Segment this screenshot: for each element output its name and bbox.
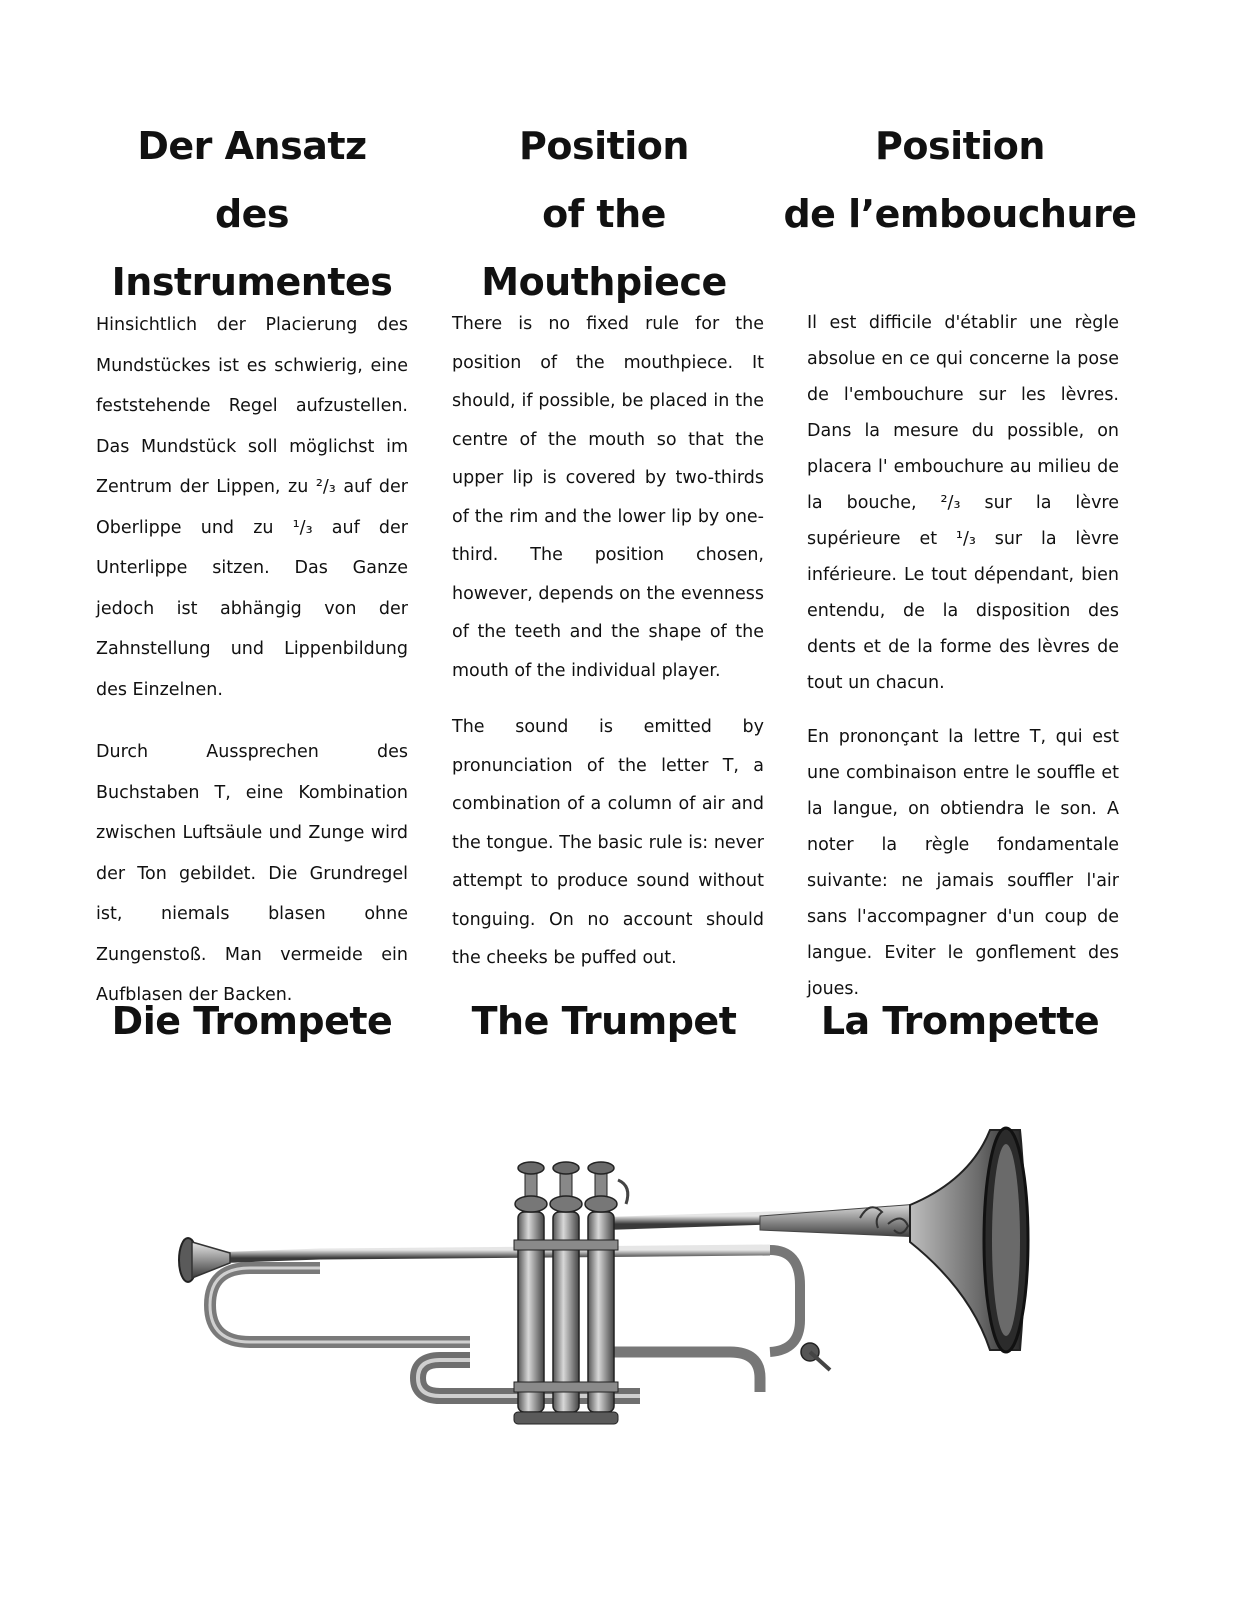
french-text-column [807,305,1119,1007]
english-paragraph-2: The sound is emitted by pronunciation of the letter T, a combination of a column of air and the tongue. The basic rule is: never attempt to produce sound without tonguing. On no account should the cheeks be puffed out. [452,717,764,968]
heading-english [424,112,784,316]
trumpet-illustration [170,1120,1040,1460]
tuning-slide-loop [210,1268,470,1342]
heading-french [780,112,1140,248]
english-text-column [452,305,764,978]
heading-german-line2: des Instrumentes [111,192,393,304]
front-loop [770,1250,800,1352]
bell [860,1128,1028,1352]
german-paragraph-1: Hinsichtlich der Placierung des Mundstückes ist es schwierig, eine feststehende Regel aufzustellen. Das Mundstück soll möglichst im Zentrum der Lippen, zu ²/₃ auf der Oberlippe und zu ¹/₃ auf der Unterlippe sitzen. Das Ganze jedoch ist abhängig von der Zahnstellung und Lippenbildung des Einzelnen. [96,315,408,700]
heading-french-line2: de l’embouchure [783,192,1137,236]
leadpipe [210,1250,770,1258]
heading-german-line1: Der Ansatz [137,124,367,168]
subheading-german: Die Trompete [111,999,393,1043]
heading-english-line2: of the Mouthpiece [481,192,727,304]
german-paragraph-2: Durch Aussprechen des Buchstaben T, eine Kombination zwischen Luftsäule und Zunge wird der Ton gebildet. Die Grundregel ist, niemals blasen ohne Zungenstoß. Man vermeide ein Aufblasen der Backen. [96,742,408,1005]
heading-french-line1: Position [875,124,1045,168]
french-paragraph-1: Il est difficile d'établir une règle absolue en ce qui concerne la pose de l'embouchure sur les lèvres. Dans la mesure du possible, on placera l' embouchure au milieu de la bouche, ²/₃ sur la lèvre supérieure et ¹/₃ sur la lèvre inférieure. Le tout dépendant, bien entendu, de la disposition des dents et de la forme des lèvres de tout un chacun. [807,313,1119,693]
french-paragraph-2: En prononçant la lettre T, qui est une combinaison entre le souffle et la langue, on obtiendra le son. A noter la règle fondamentale suivante: ne jamais souffler l'air sans l'accompagner d'un coup de langue. Eviter le gonflement des joues. [807,727,1119,999]
finger-hook [618,1180,628,1204]
heading-english-line1: Position [519,124,689,168]
valve-block [514,1212,618,1424]
heading-german [72,112,432,316]
german-text-column [96,305,408,1016]
subheading-french: La Trompette [820,999,1100,1043]
english-paragraph-1: There is no fixed rule for the position of the mouthpiece. It should, if possible, be placed in the centre of the mouth so that the upper lip is covered by two-thirds of the rim and the lower lip by one-third. The position chosen, however, depends on the evenness of the teeth and the shape of the mouth of the individual player. [452,314,764,681]
subheading-english: The Trumpet [471,999,737,1043]
water-key [801,1343,830,1370]
valve-buttons [515,1162,617,1212]
